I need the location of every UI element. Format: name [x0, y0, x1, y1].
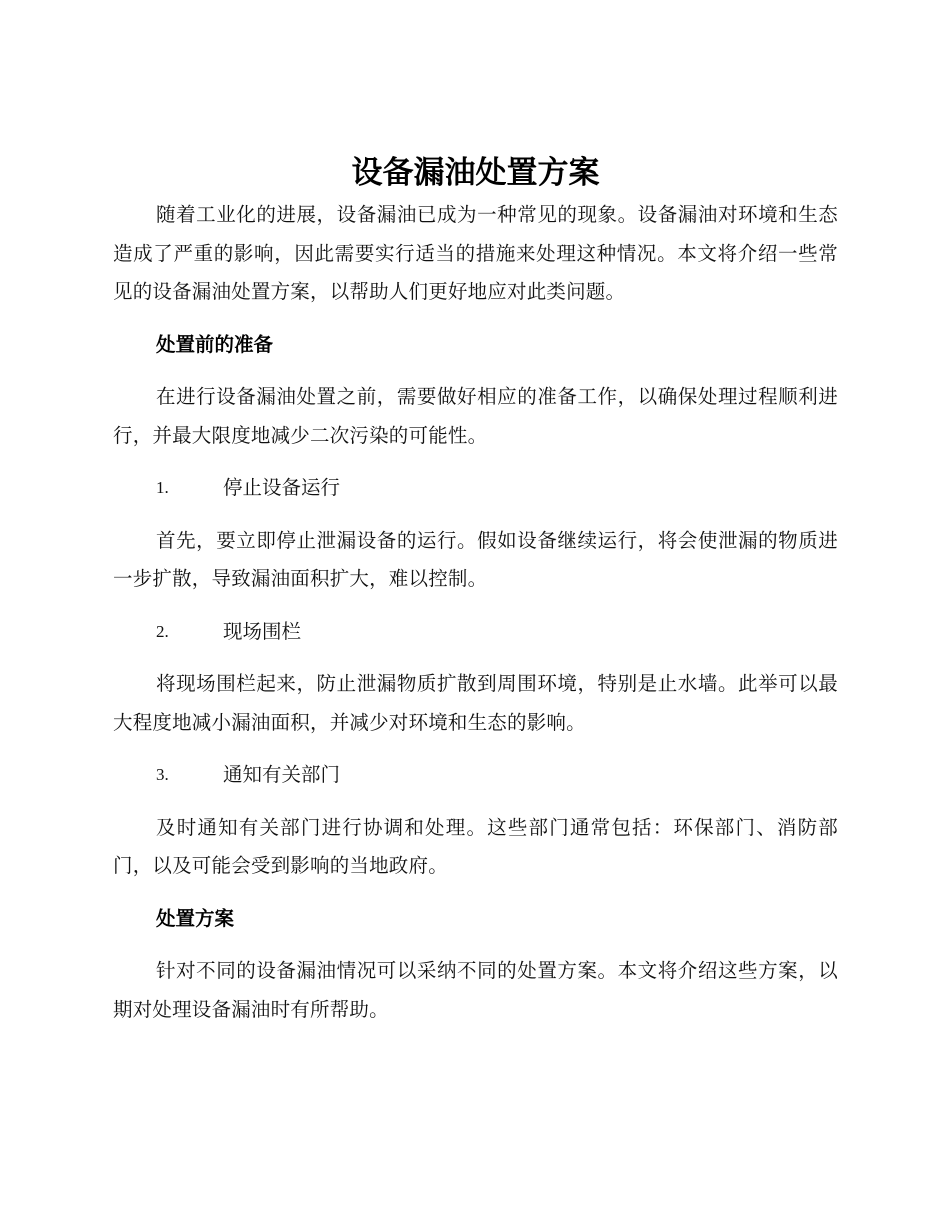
- list-item-number: 2.: [156, 621, 169, 641]
- document-title: 设备漏油处置方案: [351, 155, 600, 191]
- list-item-3-paragraph: 及时通知有关部门进行协调和处理。这些部门通常包括：环保部门、消防部门，以及可能会受到影响的当地政府。: [113, 815, 838, 877]
- list-item-3: [113, 756, 838, 795]
- section-heading-preparation: 处置前的准备: [156, 332, 274, 356]
- preparation-paragraph: 在进行设备漏油处置之前，需要做好相应的准备工作，以确保处理过程顺利进行，并最大限度地减少二次污染的可能性。: [113, 385, 838, 447]
- list-item-1-paragraph: 首先，要立即停止泄漏设备的运行。假如设备继续运行，将会使泄漏的物质进一步扩散，导致漏油面积扩大，难以控制。: [113, 528, 838, 590]
- document-body: [113, 150, 838, 1029]
- plan-paragraph: 针对不同的设备漏油情况可以采纳不同的处置方案。本文将介绍这些方案，以期对处理设备漏油时有所帮助。: [113, 959, 838, 1021]
- list-item-2: [113, 613, 838, 652]
- list-item-1: [113, 469, 838, 508]
- list-item-title: 现场围栏: [223, 619, 302, 643]
- list-item-2-paragraph: 将现场围栏起来，防止泄漏物质扩散到周围环境，特别是止水墙。此举可以最大程度地减小漏油面积，并减少对环境和生态的影响。: [113, 672, 838, 734]
- list-item-title: 停止设备运行: [223, 476, 341, 499]
- list-item-number: 3.: [156, 765, 169, 784]
- list-item-title: 通知有关部门: [223, 763, 341, 786]
- list-item-number: 1.: [156, 478, 169, 497]
- section-heading-plan: 处置方案: [156, 906, 235, 930]
- intro-paragraph: 随着工业化的进展，设备漏油已成为一种常见的现象。设备漏油对环境和生态造成了严重的影响，因此需要实行适当的措施来处理这种情况。本文将介绍一些常见的设备漏油处置方案，以帮助人们更好地应对此类问题。: [113, 203, 838, 303]
